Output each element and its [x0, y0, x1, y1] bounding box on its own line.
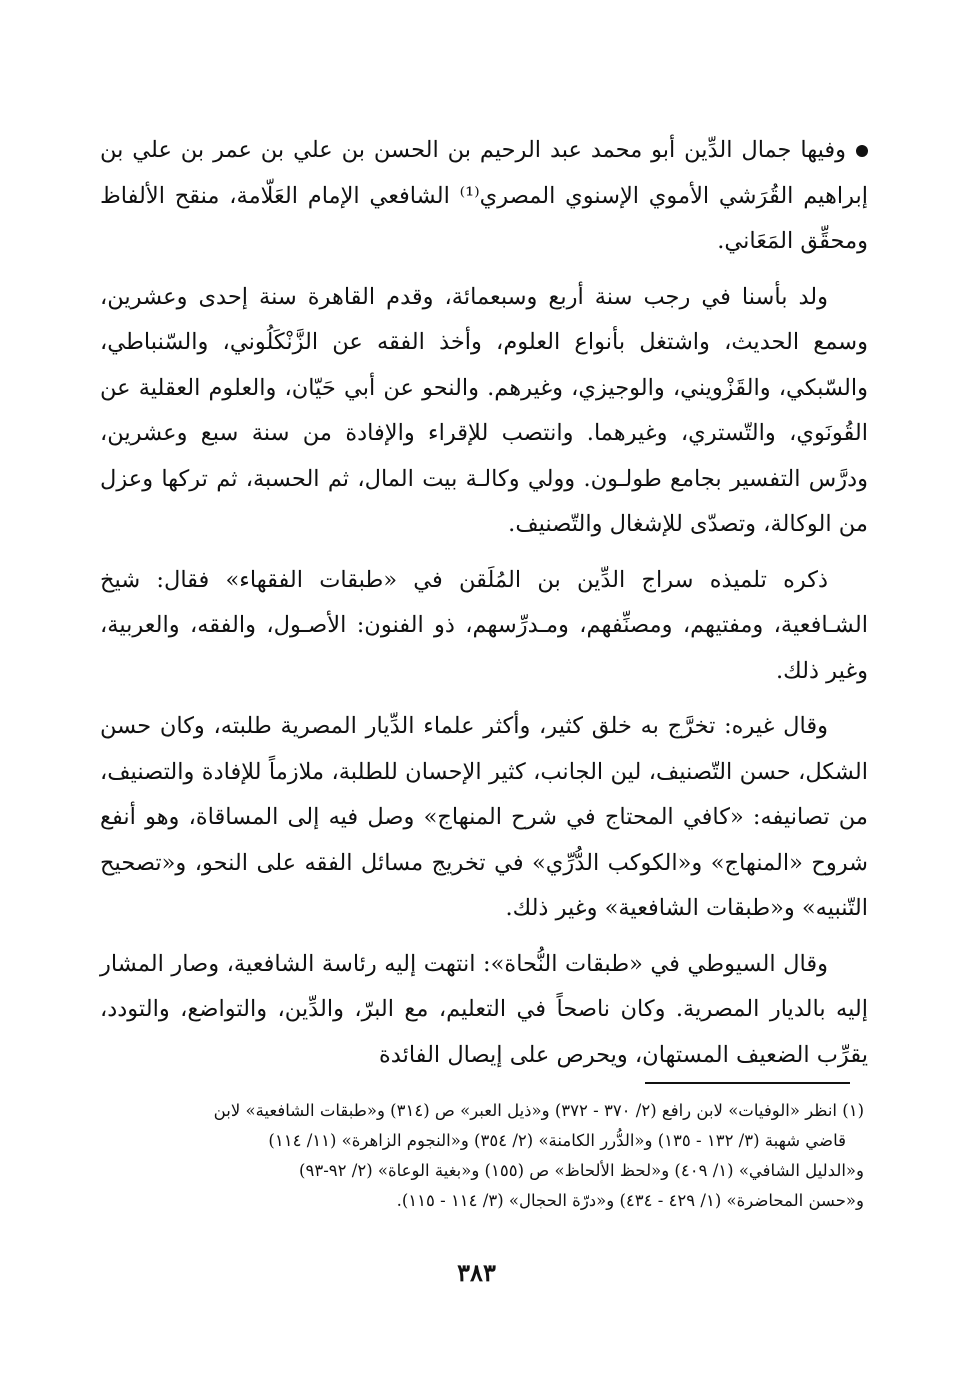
- footnote-line-2: قاضي شهبة (٣/ ١٣٢ - ١٣٥) و«الدُّرر الكامنة» (٢/ ٣٥٤) و«النجوم الزاهرة» (١١/ ١١٤): [268, 1131, 846, 1150]
- main-text: [100, 128, 868, 1088]
- footnote-line-4: و«حسن المحاضرة» (١/ ٤٢٩ - ٤٣٤) و«درّة الحجال» (٣/ ١١٤ - ١١٥).: [396, 1191, 864, 1210]
- paragraph-1: [100, 128, 868, 265]
- paragraph-2: ولد بأسنا في رجب سنة أربع وسبعمائة، وقدم القاهرة سنة إحدى وعشرين، وسمع الحديث، واشتغل بأنواع العلوم، وأخذ الفقه عن الزَّنْكَلُوني، والسّنباطي، والسّبكي، والقَزْويني، والوجيزي، وغيرهم. والنحو عن أبي حَيّان، والعلوم العقلية عن القُونَوي، والتّستري، وغيرهما. وانتصب للإقراء والإفادة من سنة سبع وعشرين، ودرَّس التفسير بجامع طولـون. وولي وكالـة بيت المال، ثم الحسبة، ثم تركها وعزل من الوكالة، وتصدّى للإشغال والتّصنيف.: [100, 283, 868, 537]
- footnote-line-3: و«الدليل الشافي» (١/ ٤٠٩) و«لحظ الألحاظ» ص (١٥٥) و«بغية الوعاة» (٢/ ٩٢-٩٣): [299, 1161, 864, 1180]
- paragraph-4: وقال غيره: تخرَّج به خلق كثير، وأكثر علماء الدِّيار المصرية طلبته، وكان حسن الشكل، حسن التّصنيف، لين الجانب، كثير الإحسان للطلبة، ملازماً للإفادة والتصنيف، من تصانيفه: «كافي المحتاج في شرح المنهاج» وصل فيه إلى المساقاة، وهو أنفع شروح «المنهاج» و«الكوكب الدُّرِّي» في تخريج مسائل الفقه على النحو، و«تصحيح التّنبيه» و«طبقات الشافعية» وغير ذلك.: [100, 713, 868, 921]
- footnote-divider: [645, 1082, 850, 1084]
- paragraph-3: ذكره تلميذه سراج الدِّين بن المُلَقن في «طبقات الفقهاء» فقال: شيخ الشـافعية، ومفتيهم، ومصنِّفهم، ومـدرِّسهم، ذو الفنون: الأصـول، والفقه، والعربية، وغير ذلك.: [100, 566, 868, 684]
- paragraph-1-text: وفيها جمال الدِّين أبو محمد عبد الرحيم بن الحسن بن علي بن عمر بن علي بن إبراهيم القُرَشي الأموي الإسنوي المصري⁽¹⁾ الشافعي الإمام العَلّامة، منقح الألفاظ ومحقِّق المَعَاني.: [100, 137, 868, 254]
- footnote-line-1: (١) انظر «الوفيات» لابن رافع (٢/ ٣٧٠ - ٣٧٢) و«ذيل العبر» ص (٣١٤) و«طبقات الشافعية» لابن: [213, 1101, 864, 1120]
- page-number: ٣٨٣: [457, 1258, 496, 1287]
- paragraph-5: وقال السيوطي في «طبقات النُّحاة»: انتهت إليه رئاسة الشافعية، وصار المشار إليه بالديار المصرية. وكان ناصحاً في التعليم، مع البرّ، والدِّين، والتواضع، والتودد، يقرِّب الضعيف المستهان، ويحرص على إيصال الفائدة: [100, 950, 868, 1068]
- bullet-icon: [856, 145, 868, 157]
- footnotes: [104, 1096, 864, 1216]
